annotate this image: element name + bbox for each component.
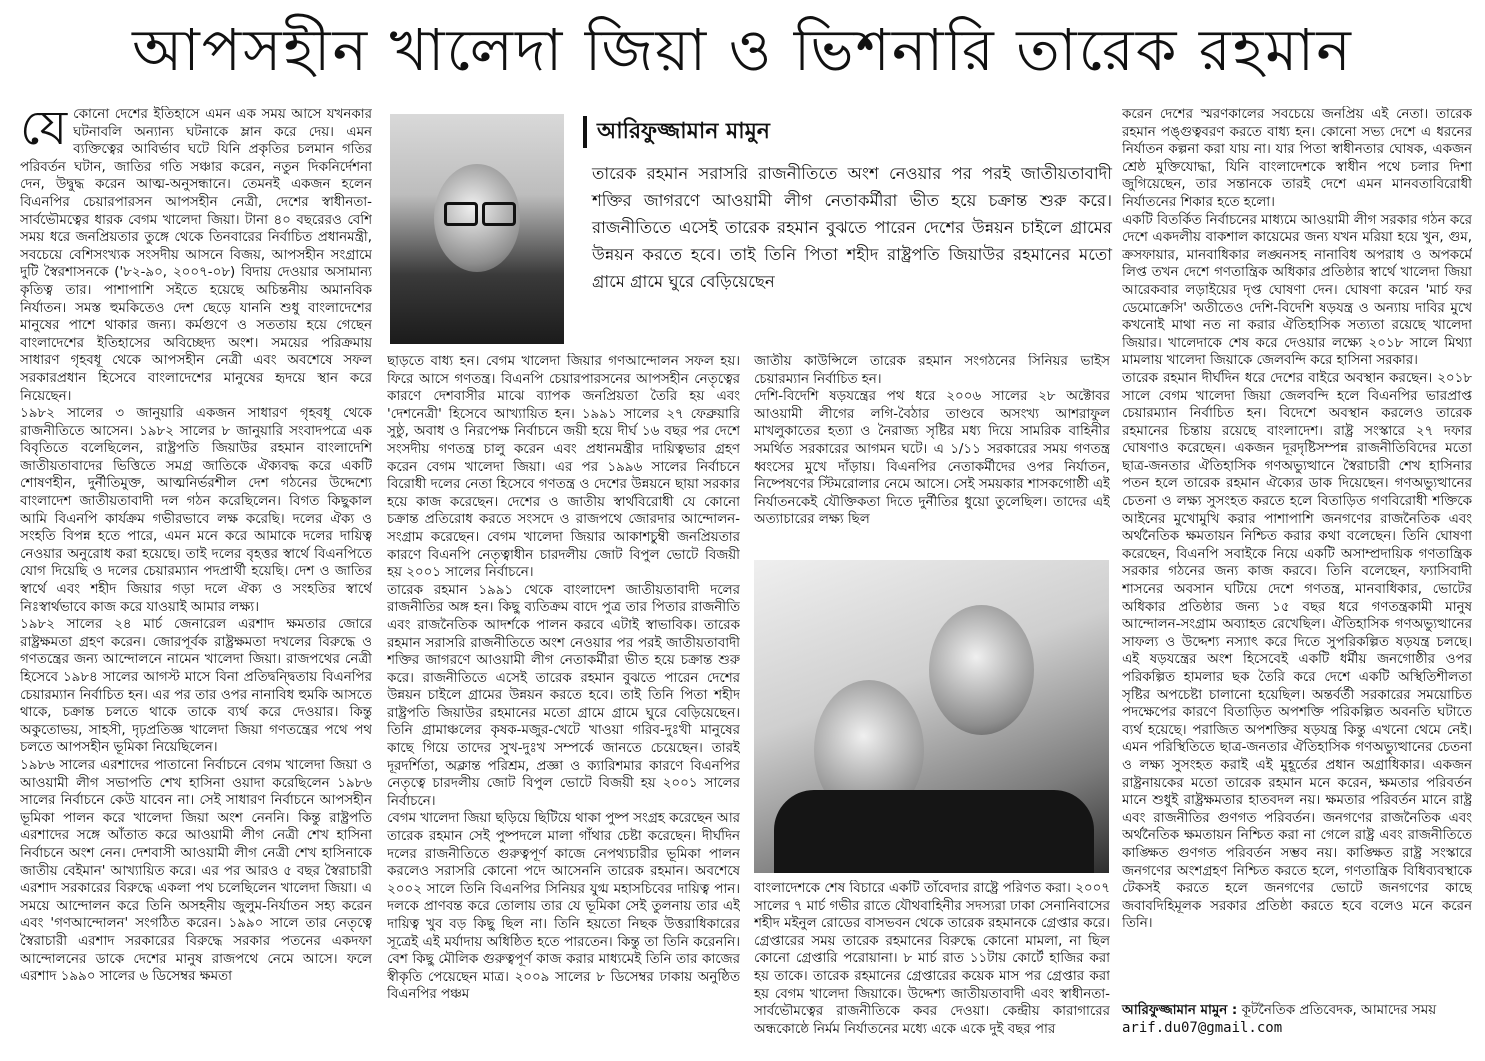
paragraph: করেন দেশের স্মরণকালের সবচেয়ে জনপ্রিয় এই নেতা। তারেক রহমান পঙ্গুত্ববরণ করতে বাধ্য হন। কোনো সভ্য দেশে এ ধরনের নির্যাতন কল্পনা করা যায় না। যার পিতা স্বাধীনতার ঘোষক, একজন শ্রেষ্ঠ মুক্তিযোদ্ধা, যিনি বাংলাদেশকে স্বাধীন পথে চলার দিশা জুগিয়েছেন, তার সন্তানকে তারই দেশে এমন মানবতাবিরোধী নির্যাতনের শিকার হতে হলো।	[1122, 107, 1472, 210]
paragraph: বেগম খালেদা জিয়া ছড়িয়ে ছিটিয়ে থাকা পুষ্প সংগ্রহ করেছেন আর তারেক রহমান সেই পুষ্পদলে মালা গাঁথার চেষ্টা করেছেন। দীর্ঘদিন দলের রাজনীতিতে গুরুত্বপূর্ণ কাজে নেপথ্যচারীর ভূমিকা পালন করলেও সরাসরি কোনো পদে আসেননি তারেক রহমান। অবশেষে ২০০২ সালে তিনি বিএনপির সিনিয়র যুগ্ম মহাসচিবের দায়িত্ব পান। দলকে প্রাণবন্ত করে তোলায় তার যে ভূমিকা সেই তুলনায় তার এই দায়িত্ব খুব বড় কিছু ছিল না। তিনি হয়তো নিছক উত্তরাধিকারের সূত্রেই এই মর্যাদায় অধিষ্ঠিত হতে পারতেন। কিন্তু তা তিনি করেননি। বেশ কিছু মৌলিক গুরুত্বপূর্ণ কাজ করার মাধ্যমেই তিনি তার কাজের স্বীকৃতি পেয়েছেন মাত্র। ২০০৯ সালের ৮ ডিসেম্বর ঢাকায় অনুষ্ঠিত বিএনপির পঞ্চম	[387, 811, 740, 1003]
paragraph: জাতীয় কাউন্সিলে তারেক রহমান সংগঠনের সিনিয়র ভাইস চেয়ারম্যান নির্বাচিত হন।	[754, 354, 1110, 387]
headline: আপসহীন খালেদা জিয়া ও ভিশনারি তারেক রহমান	[132, 16, 1353, 84]
paragraph: ১৯৮২ সালের ২৪ মার্চ জেনারেল এরশাদ ক্ষমতার জোরে রাষ্ট্রক্ষমতা গ্রহণ করেন। জোরপূর্বক রাষ্ট্রক্ষমতা দখলের বিরুদ্ধে ও গণতন্ত্রের জন্য আন্দোলনে নামেন খালেদা জিয়া। রাজপথের নেত্রী হিসেবে ১৯৮৪ সালের আগস্ট মাসে বিনা প্রতিদ্বন্দ্বিতায় বিএনপির চেয়ারম্যান নির্বাচিত হন। এর পর তার ওপর নানাবিধ হুমকি আসতে থাকে, চক্রান্ত চলতে থাকে তাকে ব্যর্থ করে দেওয়ার। কিন্তু অকুতোভয়, সাহসী, দৃঢ়প্রতিজ্ঞ খালেদা জিয়া গণতন্ত্রের পথে পথ চলতে আপসহীন ভূমিকা নিয়েছিলেন।	[20, 617, 372, 756]
byline: আরিফুজ্জামান মামুন	[583, 116, 770, 148]
paragraph: যেকোনো দেশের ইতিহাসে এমন এক সময় আসে যখনকার ঘটনাবলি অন্যান্য ঘটনাকে ম্লান করে দেয়। এমন ব্যক্তিত্বের আবির্ভাব ঘটে যিনি প্রকৃতির চলমান গতির পরিবর্তন ঘটান, জাতির গতি সঞ্চার করেন, নতুন দিকনির্দেশনা দেন, উদ্বুদ্ধ করেন আত্ম-অনুসন্ধানে। তেমনই একজন হলেন বিএনপির চেয়ারপারসন আপসহীন নেত্রী, দেশের স্বাধীনতা-সার্বভৌমত্বের ধারক বেগম খালেদা জিয়া। টানা ৪০ বছরেরও বেশি সময় ধরে জনপ্রিয়তার তুঙ্গে থেকে তিনবারের নির্বাচিত প্রধানমন্ত্রী, সবচেয়ে বেশিসংখ্যক সংসদীয় আসনে বিজয়, আপসহীন সংগ্রামে দুটি স্বৈরশাসনকে ('৮২-৯০, ২০০৭-০৮) বিদায় দেওয়ার অসামান্য কৃতিত্ব তার। পাশাপাশি সইতে হয়েছে অচিন্তনীয় অমানবিক নির্যাতন। সমস্ত হুমকিতেও দেশ ছেড়ে যাননি শুধু বাংলাদেশের মানুষের পাশে থাকার জন্য। কর্মগুণে ও সততায় হয়ে গেছেন বাংলাদেশের ইতিহাসের অবিচ্ছেদ্য অংশ। সময়ের পরিক্রমায় সাধারণ গৃহবধূ থেকে আপসহীন নেত্রী এবং অবশেষে সফল সরকারপ্রধান হিসেবে বাংলাদেশের মানুষের হৃদয়ে স্থান করে নিয়েছেন।	[20, 106, 372, 404]
article-column-3-top	[754, 353, 1110, 553]
drop-cap: যে	[20, 106, 68, 156]
author-photo	[390, 114, 564, 344]
article-column-1	[20, 106, 372, 1056]
author-note-role: কূটনৈতিক প্রতিবেদক, আমাদের সময়	[1241, 1003, 1437, 1018]
article-column-4	[1122, 106, 1472, 996]
paragraph: দেশি-বিদেশি ষড়যন্ত্রের পথ ধরে ২০০৬ সালের ২৮ অক্টোবর আওয়ামী লীগের লগি-বৈঠার তাণ্ডবে অসংখ্য আশরাফুল মাখলুকাতের হত্যা ও নৈরাজ্য সৃষ্টির মধ্য দিয়ে সামরিক বাহিনীর সমর্থিত সরকারের আগমন ঘটে। এ ১/১১ সরকারের সময় গণতন্ত্র ধ্বংসের মুখে দাঁড়ায়। বিএনপির নেতাকর্মীদের ওপর নির্যাতন, নিষ্পেষণের স্টিমরোলার নেমে আসে। সেই সময়কার শাসকগোষ্ঠী এই নির্যাতনকেই যৌক্তিকতা দিতে দুর্নীতির ধুয়ো তুলেছিল। তাদের এই অত্যাচারের লক্ষ্য ছিল	[754, 389, 1110, 528]
author-note	[1122, 1002, 1472, 1037]
paragraph: তারেক রহমান ১৯৯১ থেকে বাংলাদেশ জাতীয়তাবাদী দলের রাজনীতির অঙ্গ হন। কিছু ব্যতিক্রম বাদে পুত্র তার পিতার রাজনীতি এবং রাজনৈতিক আদর্শকে পালন করবে এটাই স্বাভাবিক। তারেক রহমান সরাসরি রাজনীতিতে অংশ নেওয়ার পর পরই জাতীয়তাবাদী শক্তির জাগরণে আওয়ামী লীগ নেতাকর্মীরা ভীত হয়ে চক্রান্ত শুরু করে। রাজনীতিতে এসেই তারেক রহমান বুঝতে পারেন দেশের উন্নয়ন চাইলে গ্রামের উন্নয়ন করতে হবে। তাই তিনি পিতা শহীদ রাষ্ট্রপতি জিয়াউর রহমানের মতো গ্রামে গ্রামে ঘুরে বেড়িয়েছেন। তিনি গ্রামাঞ্চলের কৃষক-মজুর-খেটে খাওয়া গরিব-দুঃখী মানুষের কাছে গিয়ে তাদের সুখ-দুঃখ সম্পর্কে জানতে চেয়েছেন। তারই দূরদর্শিতা, অক্লান্ত পরিশ্রম, প্রজ্ঞা ও ক্যারিশমার কারণে বিএনপির নেতৃত্বে চারদলীয় জোট বিপুল ভোটে বিজয়ী হয় ২০০১ সালের নির্বাচনে।	[387, 582, 740, 809]
paragraph: ১৯৮৬ সালের এরশাদের পাতানো নির্বাচনে বেগম খালেদা জিয়া ও আওয়ামী লীগ সভাপতি শেখ হাসিনা ওয়াদা করেছিলেন ১৯৮৬ সালের নির্বাচনে কেউ যাবেন না। সেই সাধারণ নির্বাচনে আপসহীন ভূমিকা পালন করে খালেদা জিয়া অংশ নেননি। কিন্তু রাষ্ট্রপতি এরশাদের সঙ্গে আঁতাত করে আওয়ামী লীগ নেত্রী শেখ হাসিনা নির্বাচনে অংশ নেন। দেশবাসী আওয়ামী লীগ নেত্রী শেখ হাসিনাকে জাতীয় বেইমান' আখ্যায়িত করে। এর পর আরও ৫ বছর স্বৈরাচারী এরশাদ সরকারের বিরুদ্ধে একলা পথ চলেছিলেন খালেদা জিয়া। এ সময়ে আন্দোলন করে তিনি অসহনীয় জুলুম-নির্যাতন সহ্য করেন এবং 'গণআন্দোলন' সংগঠিত করেন। ১৯৯০ সালে তার নেতৃত্বে স্বৈরাচারী এরশাদ সরকারের বিরুদ্ধে সরকার পতনের একদফা আন্দোলনের ডাকে দেশের মানুষ রাজপথে নেমে আসে। ফলে এরশাদ ১৯৯০ সালের ৬ ডিসেম্বর ক্ষমতা	[20, 757, 372, 985]
leaders-photo	[754, 560, 1109, 873]
author-note-name: আরিফুজ্জামান মামুন :	[1122, 1003, 1238, 1018]
paragraph: ছাড়তে বাধ্য হন। বেগম খালেদা জিয়ার গণআন্দোলন সফল হয়। ফিরে আসে গণতন্ত্র। বিএনপি চেয়ারপারসনের আপসহীন নেতৃত্বের কারণে দেশবাসীর মাঝে ব্যাপক জনপ্রিয়তা তৈরি হয় এবং 'দেশনেত্রী' হিসেবে আখ্যায়িত হন। ১৯৯১ সালের ২৭ ফেব্রুয়ারি সুষ্ঠু, অবাধ ও নিরপেক্ষ নির্বাচনে জয়ী হয়ে দীর্ঘ ১৬ বছর পর দেশে সংসদীয় গণতন্ত্র চালু করেন এবং প্রধানমন্ত্রীর দায়িত্বভার গ্রহণ করেন বেগম খালেদা জিয়া। এর পর ১৯৯৬ সালের নির্বাচনে বিরোধী দলের নেতা হিসেবে গণতন্ত্র ও দেশের উন্নয়নে ছায়া সরকার হয়ে কাজ করেছেন। দেশের ও জাতীয় স্বার্থবিরোধী যে কোনো চক্রান্ত প্রতিরোধ করতে সংসদে ও রাজপথে জোরদার আন্দোলন-সংগ্রাম করেছেন। বেগম খালেদা জিয়ার আকাশচুম্বী জনপ্রিয়তার কারণে বিএনপি নেতৃত্বাধীন চারদলীয় জোট বিপুল ভোটে বিজয়ী হয় ২০০১ সালের নির্বাচনে।	[387, 354, 740, 581]
article-column-2	[387, 353, 740, 1056]
paragraph: ১৯৮২ সালের ৩ জানুয়ারি একজন সাধারণ গৃহবধূ থেকে রাজনীতিতে আসেন। ১৯৮২ সালের ৮ জানুয়ারি সংবাদপত্রে এক বিবৃতিতে বলেছিলেন, রাষ্ট্রপতি জিয়াউর রহমান বাংলাদেশি জাতীয়তাবাদের ভিত্তিতে সমগ্র জাতিকে ঐক্যবদ্ধ করে একটি শোষণহীন, দুর্নীতিমুক্ত, আত্মনির্ভরশীল দেশ গঠনের উদ্দেশ্যে বাংলাদেশ জাতীয়তাবাদী দল গঠন করেছিলেন। বিগত কিছুকাল আমি বিএনপি কার্যক্রম গভীরভাবে লক্ষ করেছি। দলের ঐক্য ও সংহতি বিপন্ন হতে পারে, এমন মনে করে আমাকে দলের দায়িত্ব নেওয়ার অনুরোধ করা হয়েছে। তাই দলের বৃহত্তর স্বার্থে বিএনপিতে যোগ দিয়েছি ও দলের চেয়ারম্যান পদপ্রার্থী হয়েছি। দেশ ও জাতির স্বার্থে এবং শহীদ জিয়ার গড়া দলে ঐক্য ও সংহতির স্বার্থে নিঃস্বার্থভাবে কাজ করে যাওয়াই আমার লক্ষ্য।	[20, 406, 372, 615]
author-email: arif.du07@gmail.com	[1122, 1019, 1283, 1036]
paragraph: একটি বিতর্কিত নির্বাচনের মাধ্যমে আওয়ামী লীগ সরকার গঠন করে দেশে একদলীয় বাকশাল কায়েমের জন্য যখন মরিয়া হয়ে খুন, গুম, ক্রসফায়ার, মানবাধিকার লঙ্ঘনসহ নানাবিধ অপরাধ ও অপকর্মে লিপ্ত তখন দেশে গণতান্ত্রিক অধিকার প্রতিষ্ঠার স্বার্থে খালেদা জিয়া আরেকবার লড়াইয়ের দৃপ্ত ঘোষণা দেন। ঘোষণা করেন 'মার্চ ফর ডেমোক্রেসি' অতীতেও দেশি-বিদেশি ষড়যন্ত্র ও অন্যায় দাবির মুখে কখনোই মাথা নত না করার ঐতিহাসিক সত্যতা রয়েছে খালেদা জিয়ার। খালেদাকে শেষ করে দেওয়ার লক্ষ্যে ২০১৮ সালে মিথ্যা মামলায় খালেদা জিয়াকে জেলবন্দি করে হাসিনা সরকার।	[1122, 212, 1472, 369]
paragraph: তারেক রহমান দীর্ঘদিন ধরে দেশের বাইরে অবস্থান করছেন। ২০১৮ সালে বেগম খালেদা জিয়া জেলবন্দি হলে বিএনপির ভারপ্রাপ্ত চেয়ারম্যান নির্বাচিত হন। বিদেশে অবস্থান করলেও তারেক রহমানের চিন্তায় রয়েছে বাংলাদেশ। রাষ্ট্র সংস্কারে ২৭ দফার ঘোষণাও করেছেন। একজন দূরদৃষ্টিসম্পন্ন রাজনীতিবিদের মতো ছাত্র-জনতার ঐতিহাসিক গণঅভ্যুত্থানে স্বৈরাচারী শেখ হাসিনার পতন হলে তারেক রহমান ঐক্যের ডাক দিয়েছেন। গণঅভ্যুত্থানের চেতনা ও লক্ষ্য সুসংহত করতে হলে বিতাড়িত গণবিরোধী শক্তিকে আইনের মুখোমুখি করার পাশাপাশি জনগণের রাজনৈতিক এবং অর্থনৈতিক ক্ষমতায়ন নিশ্চিত করার কথা বলেছেন। তিনি ঘোষণা করেছেন, বিএনপি সবাইকে নিয়ে একটি অসাম্প্রদায়িক গণতান্ত্রিক সরকার গঠনের জন্য কাজ করবে। তিনি বলেছেন, ফ্যাসিবাদী শাসনের অবসান ঘটিয়ে দেশে গণতন্ত্র, মানবাধিকার, ভোটের অধিকার প্রতিষ্ঠার জন্য ১৫ বছর ধরে গণতন্ত্রকামী মানুষ আন্দোলন-সংগ্রাম অব্যাহত রেখেছিল। ঐতিহাসিক গণঅভ্যুত্থানের সাফল্য ও উদ্দেশ্য নস্যাৎ করে দিতে সুপরিকল্পিত ষড়যন্ত্র চলছে। এই ষড়যন্ত্রের অংশ হিসেবেই একটি ধর্মীয় জনগোষ্ঠীর ওপর পরিকল্পিত হামলার ছক তৈরি করে দেশে একটি অস্থিতিশীলতা সৃষ্টির অপচেষ্টা চালানো হয়েছিল। অন্তর্বর্তী সরকারের সময়োচিত পদক্ষেপের কারণে বিতাড়িত অপশক্তি পরিকল্পিত অবনতি ঘটাতে ব্যর্থ হয়েছে। পরাজিত অপশক্তির ষড়যন্ত্র কিন্তু এখনো থেমে নেই। এমন পরিস্থিতিতে ছাত্র-জনতার ঐতিহাসিক গণঅভ্যুত্থানের চেতনা ও লক্ষ্য সুসংহত করাই এই মুহূর্তের প্রধান অগ্রাধিকার। একজন রাষ্ট্রনায়কের মতো তারেক রহমান মনে করেন, ক্ষমতার পরিবর্তন মানে শুধুই রাষ্ট্রক্ষমতার হাতবদল নয়। ক্ষমতার পরিবর্তন মানে রাষ্ট্র এবং রাজনীতির গুণগত পরিবর্তন। জনগণের রাজনৈতিক এবং অর্থনৈতিক ক্ষমতায়ন নিশ্চিত করা না গেলে রাষ্ট্র এবং রাজনীতিতে কাঙ্ক্ষিত গুণগত পরিবর্তন সম্ভব নয়। কাঙ্ক্ষিত রাষ্ট্র সংস্কারে জনগণের অংশগ্রহণ নিশ্চিত করতে হলে, গণতান্ত্রিক বিধিব্যবস্থাকে টেকসই করতে হলে জনগণের ভোটে জনগণের কাছে জবাবদিহিমূলক সরকার প্রতিষ্ঠা করতে হবে বলেও মনে করেন তিনি।	[1122, 370, 1472, 932]
paragraph: বাংলাদেশকে শেষ বিচারে একটি তাঁবেদার রাষ্ট্রে পরিণত করা। ২০০৭ সালের ৭ মার্চ গভীর রাতে যৌথবাহিনীর সদস্যরা ঢাকা সেনানিবাসের শহীদ মইনুল রোডের বাসভবন থেকে তারেক রহমানকে গ্রেপ্তার করে। গ্রেপ্তারের সময় তারেক রহমানের বিরুদ্ধে কোনো মামলা, না ছিল কোনো গ্রেপ্তারি পরোয়ানা। ৮ মার্চ রাত ১১টায় কোর্টে হাজির করা হয় তাকে। তারেক রহমানের গ্রেপ্তারের কয়েক মাস পর গ্রেপ্তার করা হয় বেগম খালেদা জিয়াকে। উদ্দেশ্য জাতীয়তাবাদী এবং স্বাধীনতা-সার্বভৌমত্বের রাজনীতিকে কবর দেওয়া। কেন্দ্রীয় কারাগারের অন্ধকোষ্ঠে নির্মম নির্যাতনের মধ্যে একে একে দুই বছর পার	[754, 881, 1110, 1037]
pull-quote: তারেক রহমান সরাসরি রাজনীতিতে অংশ নেওয়ার পর পরই জাতীয়তাবাদী শক্তির জাগরণে আওয়ামী লীগ নেতাকর্মীরা ভীত হয়ে চক্রান্ত শুরু করে। রাজনীতিতে এসেই তারেক রহমান বুঝতে পারেন দেশের উন্নয়ন চাইলে গ্রামের উন্নয়ন করতে হবে। তাই তিনি পিতা শহীদ রাষ্ট্রপতি জিয়াউর রহমানের মতো গ্রামে গ্রামে ঘুরে বেড়িয়েছেন	[592, 164, 1112, 291]
article-column-3-bottom	[754, 880, 1110, 1056]
